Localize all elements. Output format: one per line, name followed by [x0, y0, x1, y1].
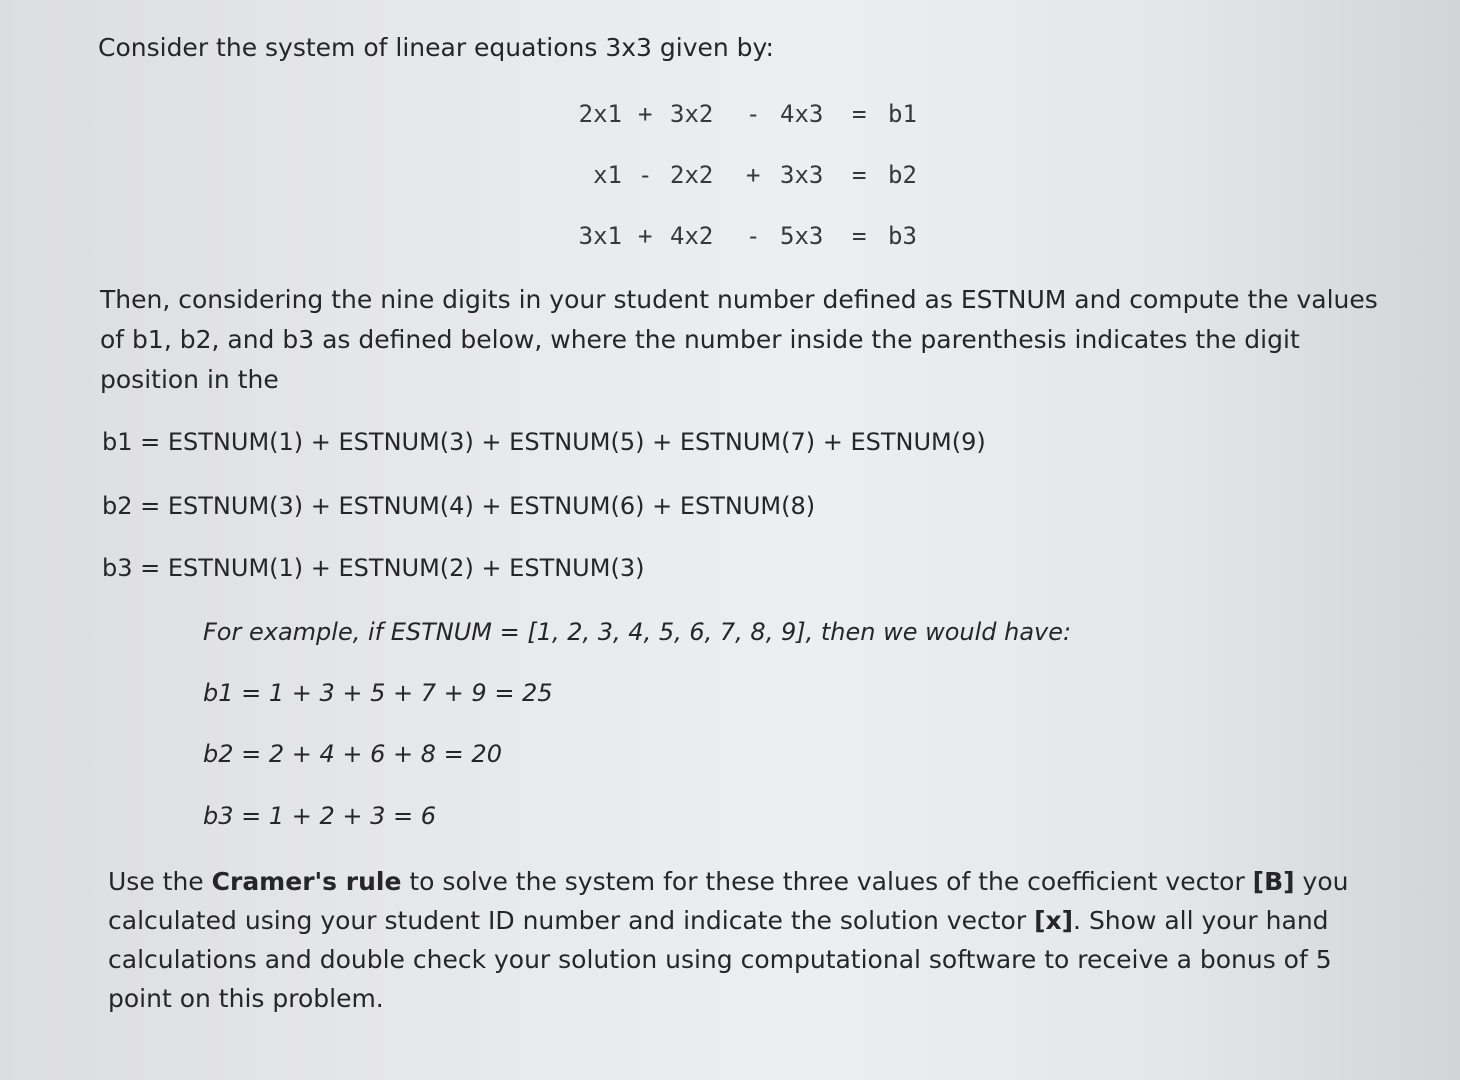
term: 2x1 — [578, 100, 622, 128]
term: 3x3 — [780, 161, 824, 189]
text-segment: Use the — [108, 867, 212, 896]
definition-b3: b3 = ESTNUM(1) + ESTNUM(2) + ESTNUM(3) — [102, 554, 645, 582]
rhs: b1 — [888, 100, 917, 128]
operator: + — [746, 161, 761, 189]
term: 2x2 — [670, 161, 714, 189]
term: 3x2 — [670, 100, 714, 128]
term: 5x3 — [780, 222, 824, 250]
equals-sign: = — [852, 161, 867, 189]
operator: - — [638, 161, 653, 189]
equals-sign: = — [852, 222, 867, 250]
definition-b1: b1 = ESTNUM(1) + ESTNUM(3) + ESTNUM(5) + ESTNUM(7) + ESTNUM(9) — [102, 428, 986, 456]
vector-b-term: [B] — [1252, 867, 1295, 896]
definition-b2: b2 = ESTNUM(3) + ESTNUM(4) + ESTNUM(6) + ESTNUM(8) — [102, 492, 816, 520]
task-paragraph — [108, 862, 1388, 1018]
problem-intro: Consider the system of linear equations 3x3 given by: — [98, 33, 774, 62]
cramers-rule-term: Cramer's rule — [211, 867, 402, 896]
example-b2: b2 = 2 + 4 + 6 + 8 = 20 — [203, 740, 502, 768]
operator: - — [746, 222, 761, 250]
text-segment: you calculated using your student ID number and indicate the solution vector — [108, 867, 1349, 935]
rhs: b3 — [888, 222, 917, 250]
operator: - — [746, 100, 761, 128]
term: 4x3 — [780, 100, 824, 128]
vector-x-term: [x] — [1034, 906, 1074, 935]
term: x1 — [593, 161, 622, 189]
operator: + — [638, 222, 653, 250]
term: 4x2 — [670, 222, 714, 250]
term: 3x1 — [578, 222, 622, 250]
equals-sign: = — [852, 100, 867, 128]
rhs: b2 — [888, 161, 917, 189]
example-intro: For example, if ESTNUM = [1, 2, 3, 4, 5, 6, 7, 8, 9], then we would have: — [203, 618, 1072, 646]
operator: + — [638, 100, 653, 128]
instructions-paragraph: Then, considering the nine digits in your student number defined as ESTNUM and compute the values of b1, b2, and b3 as defined below, where the number inside the parenthesis indicates the digit position in the — [100, 285, 1378, 394]
example-b3: b3 = 1 + 2 + 3 = 6 — [203, 802, 437, 830]
example-b1: b1 = 1 + 3 + 5 + 7 + 9 = 25 — [203, 679, 553, 707]
text-segment: to solve the system for these three values of the coefficient vector — [401, 867, 1253, 896]
text-segment: . Show all your hand calculations and double check your solution using computational software to receive a bonus of 5 point on this problem. — [108, 906, 1332, 1013]
